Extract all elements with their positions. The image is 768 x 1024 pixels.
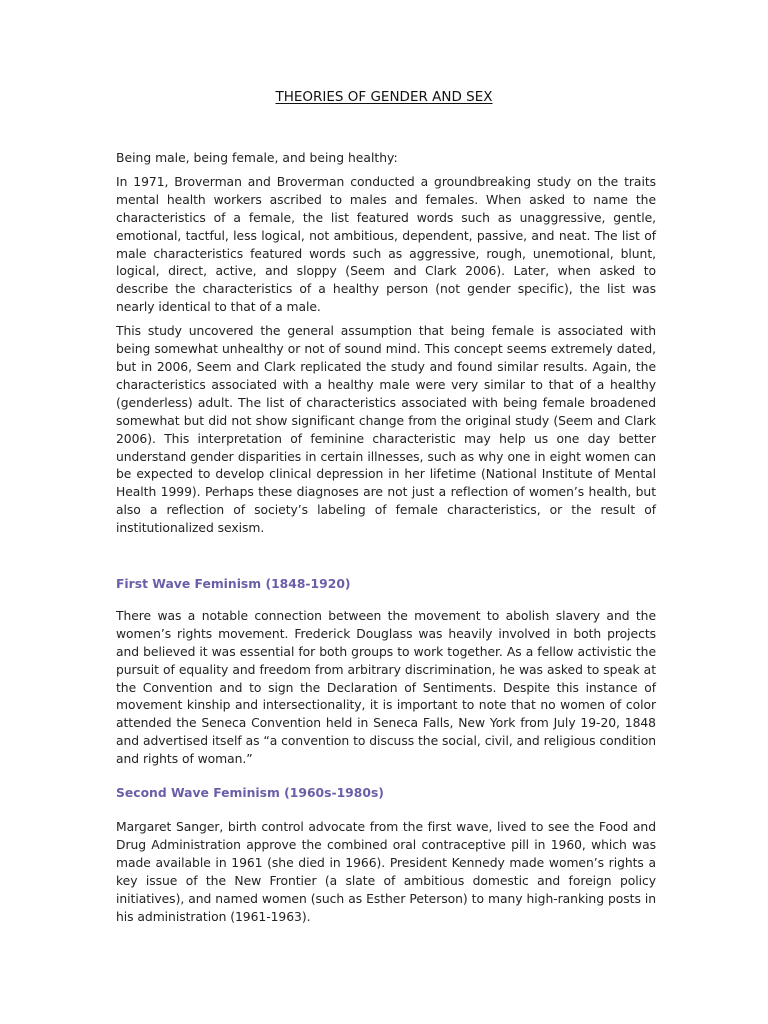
section-body-first-wave: There was a notable connection between the movement to abolish slavery and the women’s rights movement. Frederick Douglass was heavily involved in both projects and believed it was essential for both groups to work together. As a fellow activistic the pursuit of equality and freedom from arbitrary discrimination, he was asked to speak at the Convention and to sign the Declaration of Sentiments. Despite this instance of movement kinship and intersectionality, it is important to note that no women of color attended the Seneca Convention held in Seneca Falls, New York from July 19-20, 1848 and advertised itself as “a convention to discuss the social, civil, and religious condition and rights of woman.” xyxy=(116,608,656,767)
section-body-second-wave: Margaret Sanger, birth control advocate from the first wave, lived to see the Food and Drug Administration approve the combined oral contraceptive pill in 1960, which was made available in 1961 (she died in 1966). President Kennedy made women’s rights a key issue of the New Frontier (a slate of ambitious domestic and foreign policy initiatives), and named women (such as Esther Peterson) to many high-ranking posts in his administration (1961-1963). xyxy=(116,820,656,924)
document-body xyxy=(116,150,656,926)
paragraph-broverman-study: In 1971, Broverman and Broverman conducted a groundbreaking study on the traits mental health workers ascribed to males and females. When asked to name the characteristics of a female, the list featured words such as unaggressive, gentle, emotional, tactful, less logical, not ambitious, dependent, passive, and neat. The list of male characteristics featured words such as aggressive, rough, unemotional, blunt, logical, direct, active, and sloppy (Seem and Clark 2006). Later, when asked to describe the characteristics of a healthy person (not gender specific), the list was nearly identical to that of a male. xyxy=(116,174,656,315)
intro-heading: Being male, being female, and being healthy: xyxy=(116,151,398,165)
section-heading-first-wave: First Wave Feminism (1848-1920) xyxy=(116,577,351,592)
document-title: THEORIES OF GENDER AND SEX xyxy=(275,89,493,105)
paragraph-study-assumption: This study uncovered the general assumption that being female is associated with being somewhat unhealthy or not of sound mind. This concept seems extremely dated, but in 2006, Seem and Clark replicated the study and found similar results. Again, the characteristics associated with a healthy male were very similar to that of a healthy (genderless) adult. The list of characteristics associated with being female broadened somewhat but did not show significant change from the original study (Seem and Clark 2006). This interpretation of feminine characteristic may help us one day better understand gender disparities in certain illnesses, such as why one in eight women can be expected to develop clinical depression in her lifetime (National Institute of Mental Health 1999). Perhaps these diagnoses are not just a reflection of women’s health, but also a reflection of society’s labeling of female characteristics, or the result of institutionalized sexism. xyxy=(116,324,656,536)
section-heading-second-wave: Second Wave Feminism (1960s-1980s) xyxy=(116,786,384,801)
